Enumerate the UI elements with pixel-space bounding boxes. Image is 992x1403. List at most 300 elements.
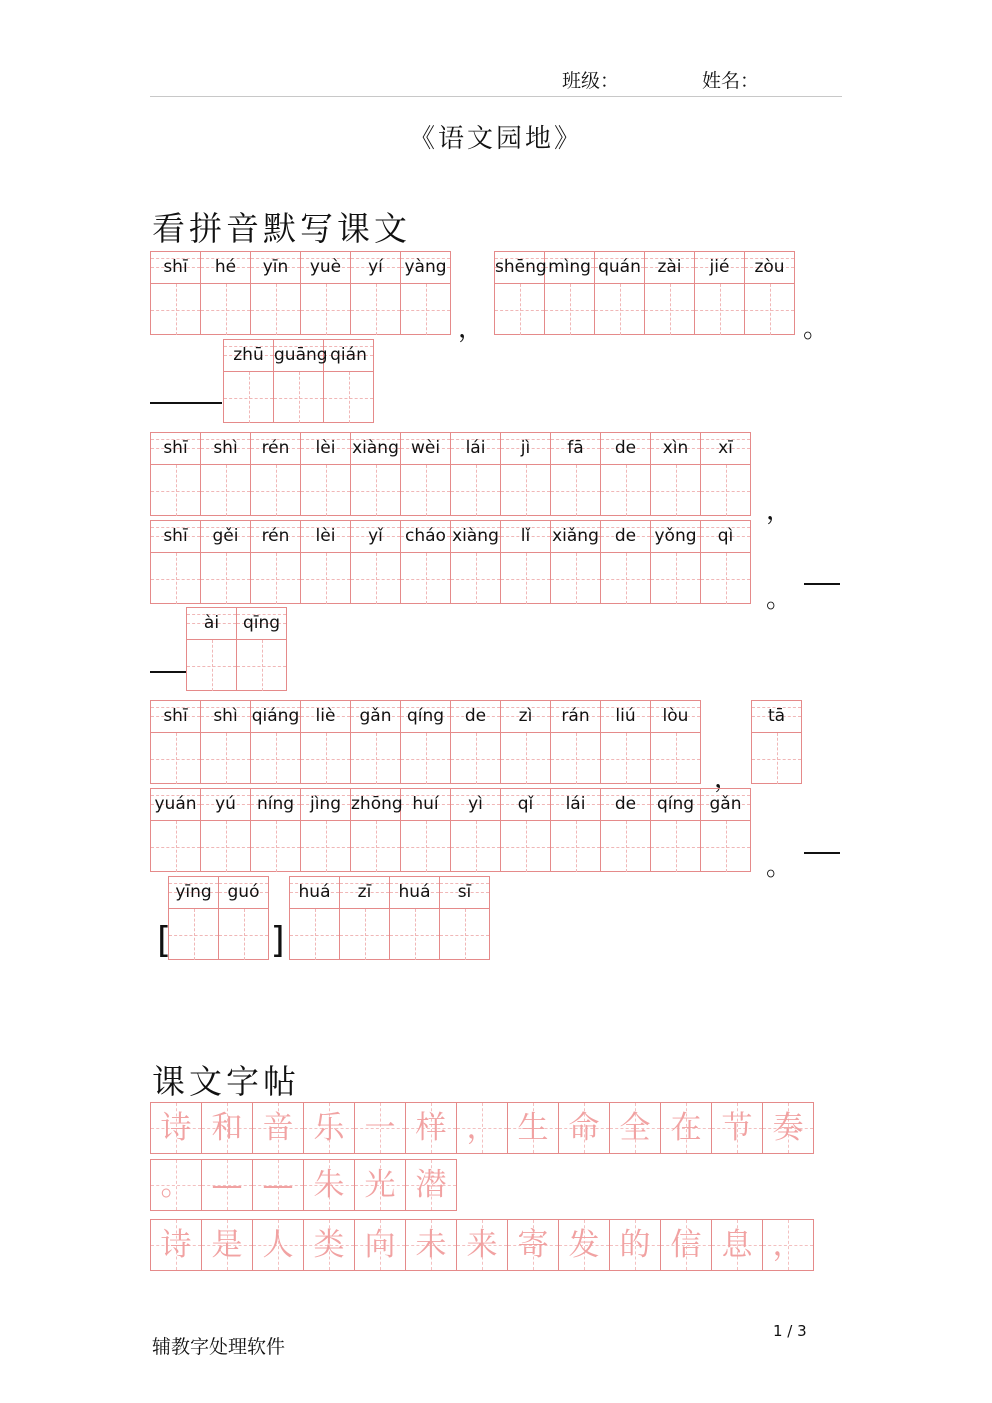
trace-character: 朱: [313, 1167, 345, 1203]
copybook-cell: [354, 1102, 406, 1154]
copybook-cell: [660, 1102, 712, 1154]
character-writing-box[interactable]: [595, 284, 644, 335]
pinyin-cell: [650, 788, 701, 872]
character-writing-box[interactable]: [501, 733, 550, 784]
character-writing-box[interactable]: [151, 465, 200, 516]
trace-character: 向: [364, 1227, 396, 1263]
pinyin-group: [751, 700, 802, 784]
copybook-cell: [456, 1219, 508, 1271]
character-writing-box[interactable]: [187, 640, 236, 691]
pinyin-text: [151, 252, 200, 284]
pinyin-cell: [751, 700, 802, 784]
copybook-cell: [711, 1219, 763, 1271]
pinyin-text: [451, 521, 500, 553]
pinyin-syllable: qián: [330, 345, 367, 365]
pinyin-group: [150, 700, 701, 784]
trace-character: 节: [721, 1110, 753, 1146]
bracket-open: [: [152, 920, 174, 961]
pinyin-cell: [450, 520, 501, 604]
trace-character: ，: [466, 1110, 498, 1146]
copybook-cell: [201, 1159, 253, 1211]
character-writing-box[interactable]: [301, 553, 350, 604]
character-writing-box[interactable]: [301, 733, 350, 784]
pinyin-text: [451, 701, 500, 733]
pinyin-text: [187, 608, 236, 640]
pinyin-syllable: lái: [565, 794, 586, 814]
character-writing-box[interactable]: [301, 821, 350, 872]
character-writing-box[interactable]: [351, 553, 400, 604]
trace-character: —: [262, 1167, 294, 1203]
character-writing-box[interactable]: [251, 553, 300, 604]
copybook-cell: [507, 1102, 559, 1154]
trace-character: 命: [568, 1110, 600, 1146]
pinyin-syllable: xiàng: [452, 526, 499, 546]
pinyin-syllable: yǐ: [368, 526, 383, 546]
pinyin-syllable: yuán: [154, 794, 197, 814]
pinyin-text: [501, 521, 550, 553]
pinyin-text: [151, 701, 200, 733]
character-writing-box[interactable]: [501, 465, 550, 516]
pinyin-cell: [550, 700, 601, 784]
pinyin-syllable: gěi: [212, 526, 239, 546]
character-writing-box[interactable]: [545, 284, 594, 335]
copybook-row: [150, 1102, 814, 1154]
trace-character: ，: [772, 1227, 804, 1263]
character-writing-box[interactable]: [651, 821, 700, 872]
character-writing-box[interactable]: [601, 821, 650, 872]
pinyin-text: [401, 433, 450, 465]
pinyin-syllable: huá: [398, 882, 431, 902]
character-writing-box[interactable]: [501, 821, 550, 872]
character-writing-box[interactable]: [219, 909, 268, 960]
pinyin-text: [351, 521, 400, 553]
dash-line: [150, 402, 222, 404]
trace-character: 是: [211, 1227, 243, 1263]
pinyin-text: [351, 433, 400, 465]
pinyin-text: [401, 521, 450, 553]
pinyin-syllable: lǐ: [520, 526, 531, 546]
character-writing-box[interactable]: [645, 284, 694, 335]
pinyin-text: [274, 340, 328, 372]
pinyin-syllable: shī: [163, 706, 188, 726]
trace-character: 类: [313, 1227, 345, 1263]
pinyin-cell: [650, 520, 701, 604]
pinyin-syllable: liè: [315, 706, 336, 726]
pinyin-syllable: hé: [214, 257, 237, 277]
trace-character: 来: [466, 1227, 498, 1263]
trace-character: 音: [262, 1110, 294, 1146]
pinyin-syllable: yí: [368, 257, 383, 277]
pinyin-group: [150, 788, 751, 872]
pinyin-syllable: gǎn: [709, 794, 742, 814]
character-writing-box[interactable]: [601, 465, 650, 516]
pinyin-syllable: qǐ: [517, 794, 534, 814]
trace-character: 寄: [517, 1227, 549, 1263]
pinyin-syllable: mìng: [548, 257, 591, 277]
pinyin-cell: [450, 432, 501, 516]
pinyin-cell: [600, 788, 651, 872]
copybook-cell: [711, 1102, 763, 1154]
section-heading-copybook: 课文字帖: [152, 1062, 300, 1101]
character-writing-box[interactable]: [551, 465, 600, 516]
character-writing-box[interactable]: [601, 733, 650, 784]
character-writing-box[interactable]: [201, 465, 250, 516]
copybook-cell: [201, 1219, 253, 1271]
pinyin-text: [601, 521, 650, 553]
character-writing-box[interactable]: [501, 553, 550, 604]
pinyin-cell: [250, 700, 301, 784]
comma-mark: ，: [458, 314, 485, 344]
character-writing-box[interactable]: [651, 733, 700, 784]
character-writing-box[interactable]: [151, 553, 200, 604]
character-writing-box[interactable]: [201, 284, 250, 335]
pinyin-text: [201, 433, 250, 465]
pinyin-text: [301, 701, 350, 733]
pinyin-cell: [500, 788, 551, 872]
trace-character: 光: [364, 1167, 396, 1203]
pinyin-syllable: huí: [412, 794, 439, 814]
character-writing-box[interactable]: [169, 909, 218, 960]
pinyin-syllable: cháo: [405, 526, 446, 546]
pinyin-text: [301, 521, 350, 553]
trace-character: 发: [568, 1227, 600, 1263]
pinyin-text: [201, 252, 250, 284]
character-writing-box[interactable]: [274, 372, 323, 423]
character-writing-box[interactable]: [601, 553, 650, 604]
pinyin-cell: [700, 520, 751, 604]
pinyin-syllable: shì: [213, 706, 238, 726]
copybook-cell: [252, 1102, 304, 1154]
pinyin-syllable: tā: [767, 706, 786, 726]
pinyin-syllable: zì: [518, 706, 533, 726]
pinyin-text: [601, 433, 650, 465]
pinyin-text: [290, 877, 339, 909]
pinyin-cell: [600, 520, 651, 604]
character-writing-box[interactable]: [701, 465, 750, 516]
pinyin-cell: [700, 788, 751, 872]
pinyin-text: [351, 252, 400, 284]
pinyin-text: [301, 252, 350, 284]
pinyin-syllable: jìng: [309, 794, 341, 814]
copybook-cell: [558, 1219, 610, 1271]
pinyin-syllable: guó: [227, 882, 260, 902]
pinyin-text: [201, 521, 250, 553]
pinyin-syllable: jié: [709, 257, 730, 277]
pinyin-syllable: qíng: [656, 794, 695, 814]
pinyin-text: [324, 340, 373, 372]
bracket-close: ]: [268, 920, 290, 961]
pinyin-text: [401, 701, 450, 733]
character-writing-box[interactable]: [151, 733, 200, 784]
trace-character: 。: [160, 1167, 192, 1203]
character-writing-box[interactable]: [224, 372, 273, 423]
pinyin-cell: [450, 700, 501, 784]
copybook-cell: [150, 1102, 202, 1154]
pinyin-text: [301, 789, 350, 821]
character-writing-box[interactable]: [495, 284, 544, 335]
pinyin-cell: [150, 700, 201, 784]
pinyin-text: [501, 789, 550, 821]
pinyin-cell: [700, 432, 751, 516]
pinyin-text: [340, 877, 389, 909]
pinyin-text: [301, 433, 350, 465]
pinyin-text: [501, 433, 550, 465]
pinyin-cell: [300, 788, 351, 872]
pinyin-syllable: de: [614, 526, 637, 546]
character-writing-box[interactable]: [390, 909, 439, 960]
pinyin-group: [150, 432, 751, 516]
pinyin-syllable: de: [464, 706, 487, 726]
character-writing-box[interactable]: [401, 821, 450, 872]
pinyin-cell: [600, 432, 651, 516]
pinyin-cell: [300, 251, 351, 335]
copybook-row: [150, 1159, 457, 1211]
character-writing-box[interactable]: [551, 821, 600, 872]
pinyin-text: [451, 789, 500, 821]
pinyin-syllable: xiǎng: [552, 526, 599, 546]
pinyin-syllable: zī: [357, 882, 372, 902]
pinyin-text: [701, 789, 750, 821]
character-writing-box[interactable]: [551, 733, 600, 784]
pinyin-cell: [250, 788, 301, 872]
copybook-cell: [150, 1159, 202, 1211]
character-writing-box[interactable]: [251, 465, 300, 516]
pinyin-group: [150, 520, 751, 604]
pinyin-cell: [550, 788, 601, 872]
pinyin-text: [601, 701, 650, 733]
pinyin-syllable: shēng: [495, 257, 547, 277]
pinyin-cell: [650, 432, 701, 516]
copybook-cell: [405, 1219, 457, 1271]
pinyin-text: [351, 789, 403, 821]
pinyin-text: [224, 340, 273, 372]
pinyin-cell: [439, 876, 490, 960]
character-writing-box[interactable]: [251, 284, 300, 335]
pinyin-cell: [400, 432, 451, 516]
pinyin-text: [237, 608, 286, 640]
pinyin-cell: [300, 432, 351, 516]
character-writing-box[interactable]: [351, 821, 400, 872]
pinyin-text: [401, 252, 450, 284]
character-writing-box[interactable]: [651, 465, 700, 516]
character-writing-box[interactable]: [151, 284, 200, 335]
pinyin-cell: [744, 251, 795, 335]
character-writing-box[interactable]: [251, 821, 300, 872]
trace-character: 诗: [160, 1110, 192, 1146]
character-writing-box[interactable]: [401, 733, 450, 784]
character-writing-box[interactable]: [440, 909, 489, 960]
character-writing-box[interactable]: [752, 733, 801, 784]
character-writing-box[interactable]: [201, 821, 250, 872]
character-writing-box[interactable]: [251, 733, 300, 784]
copybook-cell: [201, 1102, 253, 1154]
pinyin-cell: [223, 339, 274, 423]
pinyin-cell: [200, 520, 251, 604]
pinyin-text: [545, 252, 594, 284]
pinyin-cell: [200, 788, 251, 872]
pinyin-syllable: huá: [298, 882, 331, 902]
pinyin-syllable: xiàng: [352, 438, 399, 458]
copybook-cell: [660, 1219, 712, 1271]
pinyin-syllable: shī: [163, 257, 188, 277]
pinyin-cell: [400, 788, 451, 872]
pinyin-cell: [236, 607, 287, 691]
character-writing-box[interactable]: [301, 284, 350, 335]
character-writing-box[interactable]: [551, 553, 600, 604]
character-writing-box[interactable]: [451, 465, 500, 516]
pinyin-cell: [594, 251, 645, 335]
character-writing-box[interactable]: [401, 553, 450, 604]
copybook-cell: [558, 1102, 610, 1154]
copybook-cell: [252, 1219, 304, 1271]
pinyin-cell: [250, 520, 301, 604]
trace-character: 生: [517, 1110, 549, 1146]
pinyin-cell: [389, 876, 440, 960]
pinyin-text: [551, 789, 600, 821]
copybook-cell: [507, 1219, 559, 1271]
character-writing-box[interactable]: [695, 284, 744, 335]
comma-mark: ，: [766, 496, 793, 526]
character-writing-box[interactable]: [151, 821, 200, 872]
pinyin-syllable: qì: [717, 526, 734, 546]
character-writing-box[interactable]: [451, 553, 500, 604]
pinyin-cell: [300, 700, 351, 784]
pinyin-cell: [168, 876, 219, 960]
pinyin-syllable: xī: [718, 438, 733, 458]
copybook-row: [150, 1219, 814, 1271]
character-writing-box[interactable]: [201, 553, 250, 604]
copybook-cell: [354, 1219, 406, 1271]
character-writing-box[interactable]: [301, 465, 350, 516]
pinyin-syllable: yì: [468, 794, 483, 814]
pinyin-cell: [273, 339, 328, 423]
pinyin-cell: [289, 876, 340, 960]
character-writing-box[interactable]: [701, 553, 750, 604]
pinyin-cell: [186, 607, 237, 691]
pinyin-syllable: ài: [203, 613, 220, 633]
trace-character: 奏: [772, 1110, 804, 1146]
pinyin-cell: [150, 788, 201, 872]
pinyin-syllable: yú: [215, 794, 236, 814]
pinyin-cell: [600, 700, 651, 784]
pinyin-syllable: shī: [163, 526, 188, 546]
trace-character: 未: [415, 1227, 447, 1263]
dash-line: [804, 852, 840, 854]
pinyin-syllable: de: [614, 438, 637, 458]
pinyin-cell: [350, 432, 401, 516]
character-writing-box[interactable]: [701, 821, 750, 872]
pinyin-cell: [450, 788, 501, 872]
pinyin-cell: [218, 876, 269, 960]
pinyin-cell: [400, 520, 451, 604]
pinyin-syllable: zòu: [754, 257, 785, 277]
character-writing-box[interactable]: [201, 733, 250, 784]
pinyin-text: [251, 433, 300, 465]
pinyin-text: [551, 433, 600, 465]
pinyin-syllable: gǎn: [359, 706, 392, 726]
copybook-cell: [762, 1219, 814, 1271]
pinyin-syllable: yuè: [309, 257, 342, 277]
dash-line: [804, 583, 840, 585]
character-writing-box[interactable]: [351, 733, 400, 784]
character-writing-box[interactable]: [351, 284, 400, 335]
name-label: 姓名：: [702, 70, 760, 92]
pinyin-text: [251, 521, 300, 553]
pinyin-cell: [250, 251, 301, 335]
trace-character: 乐: [313, 1110, 345, 1146]
pinyin-cell: [644, 251, 695, 335]
pinyin-cell: [350, 251, 401, 335]
trace-character: 潜: [415, 1167, 447, 1203]
pinyin-cell: [339, 876, 390, 960]
pinyin-cell: [350, 520, 401, 604]
pinyin-syllable: yīn: [262, 257, 289, 277]
character-writing-box[interactable]: [290, 909, 339, 960]
pinyin-syllable: shì: [213, 438, 238, 458]
pinyin-syllable: lèi: [315, 526, 336, 546]
pinyin-cell: [550, 432, 601, 516]
trace-character: 样: [415, 1110, 447, 1146]
pinyin-cell: [150, 432, 201, 516]
pinyin-text: [201, 701, 250, 733]
pinyin-group: [168, 876, 269, 960]
character-writing-box[interactable]: [351, 465, 400, 516]
pinyin-syllable: zhū: [233, 345, 264, 365]
character-writing-box[interactable]: [745, 284, 794, 335]
trace-character: 人: [262, 1227, 294, 1263]
character-writing-box[interactable]: [451, 733, 500, 784]
pinyin-syllable: de: [614, 794, 637, 814]
character-writing-box[interactable]: [451, 821, 500, 872]
pinyin-cell: [250, 432, 301, 516]
pinyin-text: [390, 877, 439, 909]
character-writing-box[interactable]: [651, 553, 700, 604]
dash-line: [150, 671, 186, 673]
pinyin-text: [201, 789, 250, 821]
character-writing-box[interactable]: [340, 909, 389, 960]
character-writing-box[interactable]: [324, 372, 373, 423]
pinyin-syllable: zhōng: [351, 794, 403, 814]
pinyin-syllable: quán: [598, 257, 641, 277]
character-writing-box[interactable]: [401, 465, 450, 516]
pinyin-group: [289, 876, 490, 960]
pinyin-text: [495, 252, 547, 284]
pinyin-text: [551, 521, 600, 553]
pinyin-text: [651, 701, 700, 733]
pinyin-text: [701, 433, 750, 465]
pinyin-cell: [400, 251, 451, 335]
copybook-cell: [150, 1219, 202, 1271]
pinyin-cell: [150, 520, 201, 604]
character-writing-box[interactable]: [237, 640, 286, 691]
pinyin-syllable: wèi: [410, 438, 441, 458]
character-writing-box[interactable]: [401, 284, 450, 335]
comma-mark: ，: [714, 764, 741, 794]
pinyin-cell: [500, 700, 551, 784]
pinyin-syllable: lòu: [662, 706, 689, 726]
pinyin-cell: [323, 339, 374, 423]
pinyin-syllable: qíng: [406, 706, 445, 726]
pinyin-text: [151, 789, 200, 821]
pinyin-text: [745, 252, 794, 284]
pinyin-text: [701, 521, 750, 553]
pinyin-cell: [150, 251, 201, 335]
pinyin-syllable: fā: [567, 438, 584, 458]
pinyin-syllable: guāng: [274, 345, 328, 365]
pinyin-syllable: rén: [261, 526, 290, 546]
copybook-cell: [303, 1102, 355, 1154]
pinyin-cell: [650, 700, 701, 784]
